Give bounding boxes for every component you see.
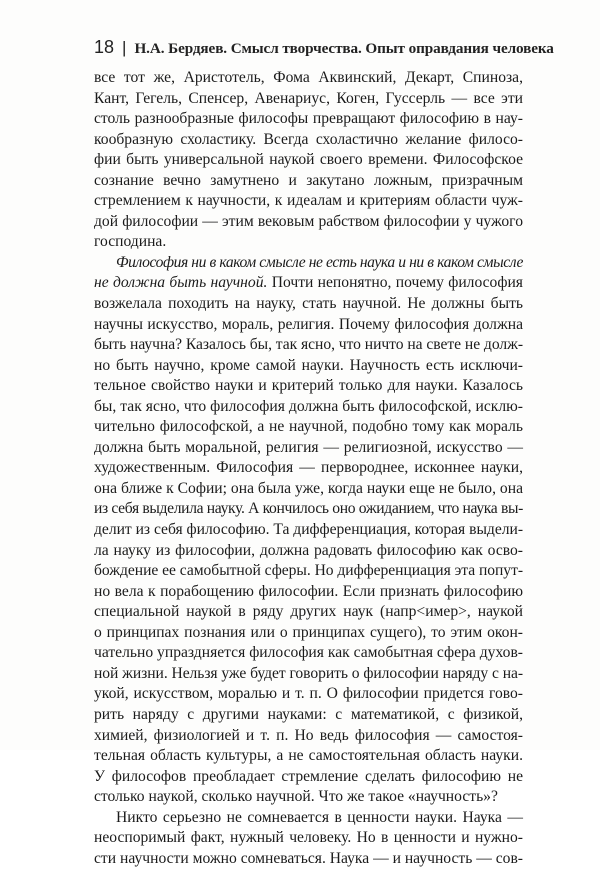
text-line: ной жизни. Нельзя уже будет говорить о философии наряду с на- [94, 664, 523, 682]
text-line: сти научности можно сомневаться. Наука — и научность — сов- [94, 849, 523, 867]
text-line: художественным. Философия — первороднее, исконнее науки, [94, 459, 523, 477]
text-line: тельная область культуры, а не самостоятельная область науки. [94, 747, 523, 765]
text-line: чительно философской, а не научной, подобно тому как мораль [94, 418, 523, 436]
text-line: она ближе к Софии; она была уже, когда науки еще не было, она [94, 479, 523, 497]
text-line: делит из себя философию. Та дифференциация, которая выдели- [94, 521, 523, 539]
text-line: ла науку из философии, должна радовать философию как осво- [94, 541, 523, 559]
text-line: чательно упраздняется философия как самобытная сфера духов- [94, 644, 523, 662]
running-head: Н.А. Бердяев. Смысл творчества. Опыт оправдания человека [134, 40, 554, 57]
text-line: химией, физиологией и т. п. Но ведь философия — самостоя- [94, 726, 523, 744]
text-line: специальной наукой в ряду других наук (напр<имер>, наукой [94, 603, 523, 621]
italic-emphasis: не должна быть научной. [94, 274, 268, 292]
text-line: но быть научно, кроме самой науки. Научность есть исключи- [94, 356, 523, 374]
text-line: стремлением к научности, к идеалам и критериям области чуж- [94, 192, 523, 210]
text-line: должна быть моральной, религия — религиозной, искусство — [94, 438, 523, 456]
text-line: сознание вечно замутнено и закутано ложным, призрачным [94, 171, 523, 189]
text-line: дой философии — этим вековым рабством философии у чужого [94, 212, 523, 230]
italic-emphasis: Философия ни в каком смысле не есть наука и ни в каком смысле [116, 253, 524, 271]
page-header [94, 37, 554, 59]
text-line: бы, так ясно, что философия должна быть философской, исклю- [94, 397, 523, 415]
text-line: господина. [94, 233, 167, 251]
body-text [94, 68, 523, 869]
text-line: рить наряду с другими науками: с математикой, с физикой, [94, 705, 523, 723]
text-line: из себя выделила науку. А кончилось оно ожиданием, что наука вы- [94, 500, 523, 518]
text-line: тельное свойство науки и критерий только для науки. Казалось [94, 377, 523, 395]
text-line: столь разнообразные философы превращают философию в нау- [94, 110, 523, 128]
text-line: столько наукой, сколько научной. Что же такое «научность»? [94, 788, 498, 806]
header-separator: | [122, 38, 127, 57]
text-line [94, 253, 523, 274]
text-line: Кант, Гегель, Спенсер, Авенариус, Коген, Гуссерль — все эти [94, 89, 523, 107]
text-line: неоспоримый факт, нужный человеку. Но в ценности и нужно- [94, 829, 523, 847]
page-number: 18 [94, 37, 115, 57]
text-line: возжелала походить на науку, стать научной. Не должны быть [94, 295, 523, 313]
text-line: о принципах познания или о принципах сущего), то этим окон- [94, 623, 523, 641]
text-line: научны искусство, мораль, религия. Почему философия должна [94, 315, 523, 333]
text-line: бождение ее самобытной сферы. Но дифференциация эта попут- [94, 562, 523, 580]
paragraph [94, 253, 523, 808]
text-line: укой, искусством, моралью и т. п. О философии придется гово- [94, 685, 523, 703]
text-line: быть научна? Казалось бы, так ясно, что ничто на свете не долж- [94, 336, 523, 354]
text-line: фии быть универсальной наукой своего времени. Философское [94, 151, 523, 169]
text-line: Никто серьезно не сомневается в ценности науки. Наука — [116, 808, 523, 826]
text-line: все тот же, Аристотель, Фома Аквинский, Декарт, Спиноза, [94, 69, 523, 86]
text-line: кообразную схоластику. Всегда схоластично желание филосо- [94, 130, 523, 148]
text-line: У философов преобладает стремление сделать философию не [94, 767, 523, 785]
text-line [94, 273, 523, 294]
paragraph [94, 68, 523, 253]
text-run: Почти непонятно, почему философия [267, 274, 523, 292]
paragraph [94, 808, 523, 869]
text-line: но вела к порабощению философии. Если признать философию [94, 582, 523, 600]
